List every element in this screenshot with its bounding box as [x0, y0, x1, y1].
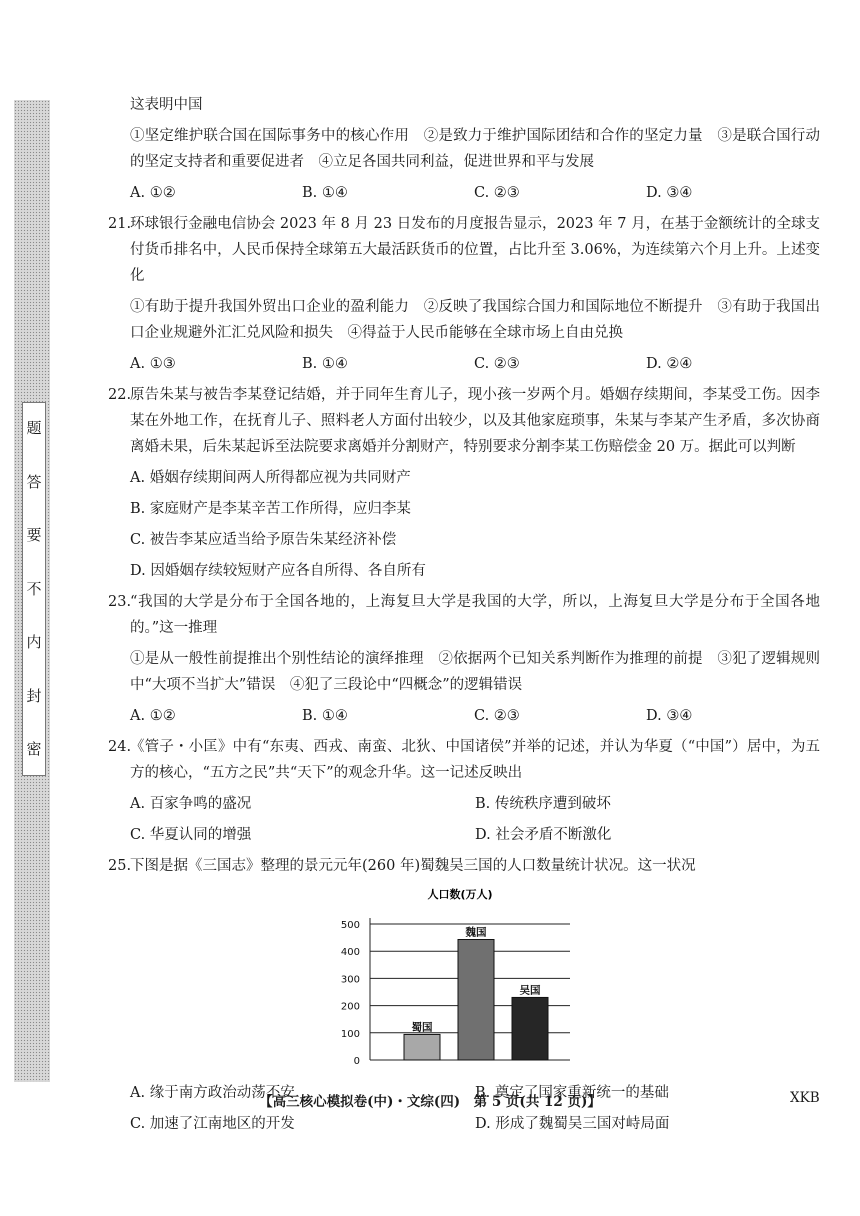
y-tick-label: 0: [353, 1056, 360, 1067]
q24-options: [130, 791, 820, 853]
seal-line-box: [22, 402, 46, 776]
y-tick-label: 400: [340, 947, 360, 959]
question-number: 24.: [108, 739, 132, 755]
seal-char: 内: [26, 633, 42, 651]
footer-code: XKB: [790, 1090, 820, 1106]
population-chart: [130, 884, 820, 1074]
question-21: [108, 211, 820, 377]
bar-label: 吴国: [519, 984, 541, 997]
option-a: A. ①③: [130, 356, 176, 372]
bar-chart-svg: [130, 884, 820, 1074]
bar-label: 魏国: [465, 926, 487, 939]
question-23: [108, 589, 820, 729]
seal-char: 题: [26, 419, 42, 437]
option-d: D. ③④: [646, 185, 693, 201]
q21-stem: 环球银行金融电信协会 2023 年 8 月 23 日发布的月度报告显示，2023 年 7 月，在基于金额统计的全球支付货币排名中，人民币保持全球第五大最活跃货币的位置，占比升至 3.06%，为连续第六个月上升。上述变化: [130, 216, 820, 284]
q20-options: [130, 180, 820, 206]
q24-stem: 《管子・小匡》中有“东夷、西戎、南蛮、北狄、中国诸侯”并举的记述，并认为华夏（“中国”）居中，为五方的核心，“五方之民”共“天下”的观念升华。这一记述反映出: [130, 739, 820, 781]
y-tick-label: 200: [340, 1001, 360, 1013]
option-a: A. ①②: [130, 708, 176, 724]
q21-statements: ①有助于提升我国外贸出口企业的盈利能力 ②反映了我国综合国力和国际地位不断提升 ③有助于我国出口企业规避外汇汇兑风险和损失 ④得益于人民币能够在全球市场上自由兑换: [130, 299, 820, 341]
page-content: [108, 92, 820, 1142]
q21-options: [130, 351, 820, 377]
option-c: C. ②③: [474, 185, 520, 201]
bar: [458, 940, 494, 1060]
seal-char: 封: [26, 686, 42, 705]
option-a: A. 婚姻存续期间两人所得都应视为共同财产: [130, 470, 411, 486]
option-c: C. 加速了江南地区的开发: [130, 1116, 295, 1132]
option-c: C. ②③: [474, 708, 520, 724]
question-22: [108, 382, 820, 584]
option-c: C. ②③: [474, 356, 520, 372]
y-axis-label: 人口数(万人): [427, 888, 493, 901]
q23-stem: “我国的大学是分布于全国各地的，上海复旦大学是我国的大学，所以，上海复旦大学是分布于全国各地的。”这一推理: [130, 594, 820, 636]
y-tick-label: 100: [340, 1028, 360, 1040]
option-a: A. 缘于南方政治动荡不安: [130, 1085, 295, 1101]
bar: [512, 997, 548, 1060]
question-number: 23.: [108, 594, 132, 610]
q20-statements: ①坚定维护联合国在国际事务中的核心作用 ②是致力于维护国际团结和合作的坚定力量 ③是联合国行动的坚定支持者和重要促进者 ④立足各国共同利益，促进世界和平与发展: [130, 128, 820, 170]
option-b: B. ①④: [302, 185, 348, 201]
q20-stem-end: 这表明中国: [130, 97, 203, 113]
option-a: A. 百家争鸣的盛况: [130, 796, 252, 812]
option-b: B. 家庭财产是李某辛苦工作所得，应归李某: [130, 501, 411, 517]
option-b: B. 奠定了国家重新统一的基础: [475, 1085, 669, 1101]
option-b: B. ①④: [302, 356, 348, 372]
option-c: C. 被告李某应适当给予原告朱某经济补偿: [130, 532, 397, 548]
q22-stem: 原告朱某与被告李某登记结婚，并于同年生育儿子，现小孩一岁两个月。婚姻存续期间，李某受工伤。因李某在外地工作，在抚育儿子、照料老人方面付出较少，以及其他家庭琐事，朱某与李某产生矛盾，多次协商离婚未果，后朱某起诉至法院要求离婚并分割财产，特别要求分割李某工伤赔偿金 20 万。据此可以判断: [130, 387, 820, 455]
option-d: D. ②④: [646, 356, 693, 372]
q23-options: [130, 703, 820, 729]
option-d: D. 形成了魏蜀吴三国对峙局面: [475, 1116, 670, 1132]
y-tick-label: 500: [340, 920, 360, 931]
seal-char: 要: [26, 526, 42, 544]
seal-char: 不: [26, 579, 42, 598]
option-b: B. 传统秩序遭到破坏: [475, 796, 611, 812]
question-24: [108, 734, 820, 853]
seal-char: 密: [26, 740, 42, 758]
bar-label: 蜀国: [411, 1021, 433, 1034]
option-a: A. ①②: [130, 185, 176, 201]
option-d: D. 因婚姻存续较短财产应各自所得、各自所有: [130, 563, 426, 579]
question-number: 21.: [108, 216, 132, 232]
q23-statements: ①是从一般性前提推出个别性结论的演绎推理 ②依据两个已知关系判断作为推理的前提 ③犯了逻辑规则中“大项不当扩大”错误 ④犯了三段论中“四概念”的逻辑错误: [130, 651, 820, 693]
option-c: C. 华夏认同的增强: [130, 827, 252, 843]
question-number: 25.: [108, 858, 132, 874]
option-d: D. 社会矛盾不断激化: [475, 827, 612, 843]
page-footer: 【高三核心模拟卷(中)・文综(四) 第 5 页(共 12 页)】: [259, 1094, 601, 1110]
q25-stem: 下图是据《三国志》整理的景元元年(260 年)蜀魏吴三国的人口数量统计状况。这一状况: [130, 858, 696, 874]
y-tick-label: 300: [340, 974, 360, 986]
bar: [404, 1034, 440, 1060]
question-number: 22.: [108, 387, 132, 403]
seal-char: 答: [26, 472, 42, 491]
option-d: D. ③④: [646, 708, 693, 724]
option-b: B. ①④: [302, 708, 348, 724]
